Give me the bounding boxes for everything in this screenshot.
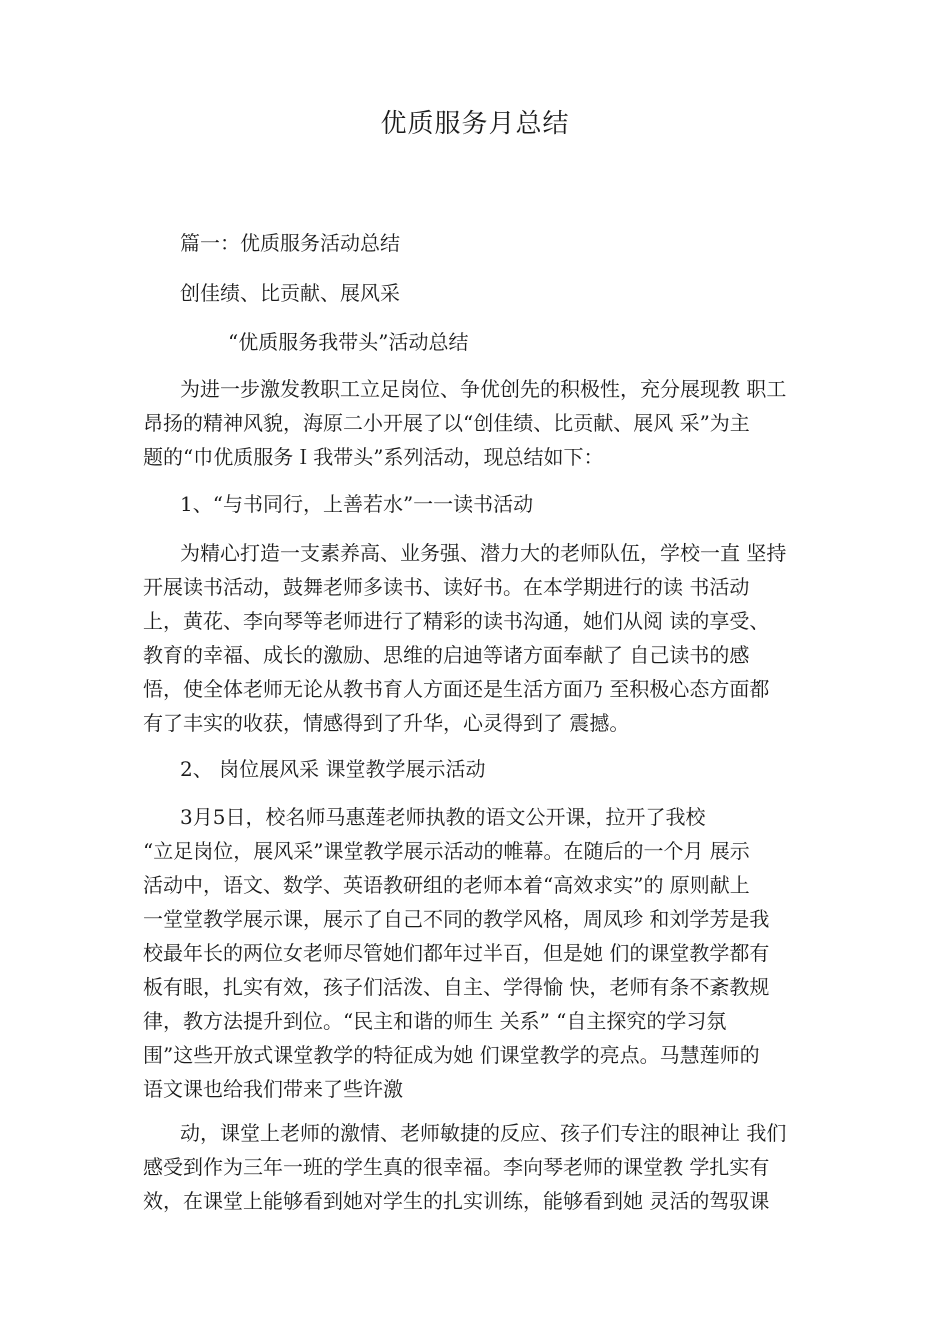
- item2-heading: 2、 岗位展风采 课堂教学展示活动: [180, 757, 486, 781]
- intro-line: 为进一步激发教职工立足岗位、争优创先的积极性，充分展现教 职工: [180, 377, 787, 401]
- item2-line: 板有眼，扎实有效，孩子们活泼、自主、学得愉 快，老师有条不紊教规: [143, 975, 770, 999]
- item1-line: 悟，使全体老师无论从教书育人方面还是生活方面乃 至积极心态方面都: [143, 677, 770, 701]
- item2-line: 语文课也给我们带来了些许激: [143, 1077, 403, 1101]
- item2-line: 校最年长的两位女老师尽管她们都年过半百，但是她 们的课堂教学都有: [143, 941, 770, 965]
- intro-line: 题的“巾优质服务Ｉ我带头”系列活动，现总结如下：: [143, 445, 604, 469]
- item1-heading: 1、“与书同行，上善若水”一一读书活动: [180, 492, 534, 516]
- item1-line: 有了丰实的收获，情感得到了升华，心灵得到了 震撼。: [143, 711, 630, 735]
- item2-continued-paragraph: [143, 1116, 833, 1218]
- item2-line: 围”这些开放式课堂教学的特征成为她 们课堂教学的亮点。马慧莲师的: [143, 1043, 760, 1067]
- item1-line: 开展读书活动，鼓舞老师多读书、读好书。在本学期进行的读 书活动: [143, 575, 750, 599]
- item2-line: 活动中，语文、数学、英语教研组的老师本着“高效求实”的 原则献上: [143, 873, 750, 897]
- item2-continued-line: 感受到作为三年一班的学生真的很幸福。李向琴老师的课堂教 学扎实有: [143, 1155, 770, 1179]
- item2-continued-line: 效，在课堂上能够看到她对学生的扎实训练，能够看到她 灵活的驾驭课: [143, 1189, 770, 1213]
- item1-line: 教育的幸福、成长的激励、思维的启迪等诸方面奉献了 自己读书的感: [143, 643, 750, 667]
- intro-paragraph: [143, 372, 833, 474]
- item2-continued-line: 动，课堂上老师的激情、老师敏捷的反应、孩子们专注的眼神让 我们: [180, 1121, 787, 1145]
- intro-line: 昂扬的精神风貌，海原二小开展了以“创佳绩、比贡献、展风 采”为主: [143, 411, 750, 435]
- section-heading: 篇一：优质服务活动总结: [180, 231, 400, 255]
- document-title: 优质服务月总结: [380, 109, 570, 139]
- item2-line: “立足岗位，展风采”课堂教学展示活动的帷幕。在随后的一个月 展示: [143, 839, 750, 863]
- item1-paragraph: [143, 536, 833, 740]
- item2-line: 一堂堂教学展示课，展示了自己不同的教学风格，周凤珍 和刘学芳是我: [143, 907, 770, 931]
- subtitle: 创佳绩、比贡献、展风采: [180, 281, 400, 305]
- item2-line: 3月5日，校名师马惠莲老师执教的语文公开课，拉开了我校: [180, 805, 706, 829]
- item2-paragraph: [143, 800, 833, 1106]
- item2-line: 律，教方法提升到位。“民主和谐的师生 关系” “自主探究的学习氛: [143, 1009, 727, 1033]
- item1-line: 上，黄花、李向琴等老师进行了精彩的读书沟通，她们从阅 读的享受、: [143, 609, 770, 633]
- activity-title: “优质服务我带头”活动总结: [228, 330, 469, 354]
- item1-line: 为精心打造一支素养高、业务强、潜力大的老师队伍，学校一直 坚持: [180, 541, 787, 565]
